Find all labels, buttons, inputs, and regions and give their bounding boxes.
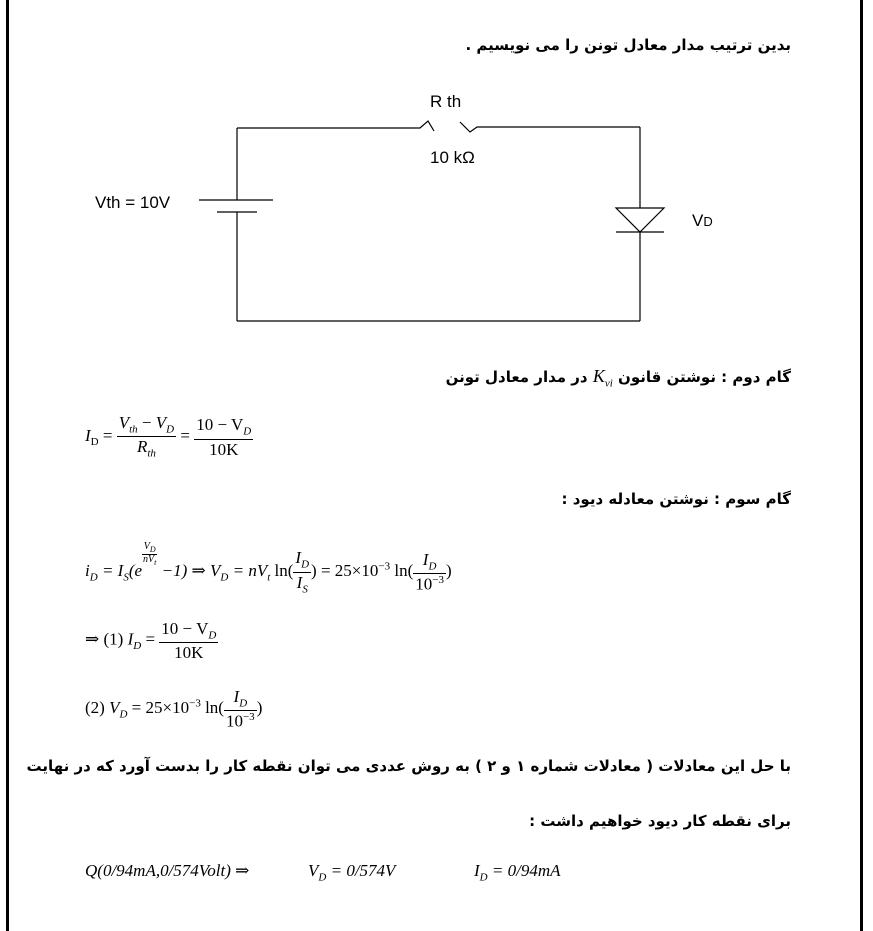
eq2-num: I — [233, 687, 240, 706]
eq2-prefix: (2) — [85, 697, 110, 717]
eq1-prefix: ⇒ (1) — [85, 629, 128, 649]
kvl-frac1-num-b: V — [155, 413, 167, 432]
kvl-frac1 — [117, 414, 176, 460]
exp-den-sub: t — [154, 558, 157, 567]
kvl-frac1-minus: − — [137, 413, 156, 432]
exp-den: nV — [143, 554, 155, 565]
intro-text: بدین ترتیب مدار معادل تونن را می نویسیم . — [465, 36, 791, 54]
vd-label — [692, 211, 713, 231]
eq1-equals: = — [141, 629, 160, 649]
kvl-frac1-num-a: V — [118, 413, 130, 432]
diode-frac2-den: 10 — [415, 575, 433, 595]
eq1-num-sub: D — [208, 629, 217, 642]
eq2-num-sub: D — [239, 697, 248, 710]
kvl-frac1-num-a-sub: th — [129, 423, 138, 436]
kvl-frac1-den-sub: th — [147, 447, 156, 460]
eq2-lhs: V — [109, 697, 120, 717]
result-vd — [308, 862, 395, 883]
diode-eq-vd-sub: D — [220, 571, 229, 584]
diode-frac2-num-sub: D — [428, 560, 437, 573]
exp-num-sub: D — [149, 545, 156, 554]
exp-num: V — [143, 541, 150, 552]
diode-eq-ln2: ln( — [390, 561, 414, 580]
eq2-ln: ln( — [200, 697, 224, 717]
diode-frac2-num: I — [422, 550, 429, 570]
diode-equation — [85, 542, 452, 595]
eq2-lhs-sub: D — [119, 708, 128, 721]
rth-value: 10 kΩ — [430, 148, 475, 167]
solve-line-2: برای نقطه کار دیود خواهیم داشت : — [529, 812, 791, 830]
kvl-symbol-main: K — [592, 366, 605, 386]
kvl-symbol — [592, 366, 613, 390]
kvl-lhs: I — [85, 425, 91, 445]
step2-heading — [446, 366, 791, 390]
result-id — [474, 862, 560, 883]
diode-eq-coeff-sup: −3 — [378, 560, 391, 573]
equation-1 — [85, 620, 218, 661]
eq1-lhs: I — [127, 629, 134, 649]
diode-frac1-num: I — [295, 548, 302, 568]
diode-eq-i: i — [85, 561, 90, 580]
step3-heading: گام سوم : نوشتن معادله دیود : — [561, 490, 791, 508]
eq1-lhs-sub: D — [133, 640, 142, 652]
diode-frac1-den-sub: S — [302, 582, 308, 595]
diode-eq-close: ) — [445, 561, 452, 580]
eq2-coeff: = 25×10 — [127, 697, 190, 717]
diode-eq-exponent — [142, 542, 157, 567]
diode-eq-ln: ln( — [270, 561, 294, 580]
result-id-sub: D — [479, 871, 488, 884]
vth-label: Vth = 10V — [95, 193, 171, 212]
step2-suffix: در مدار معادل تونن — [445, 368, 588, 386]
eq2-coeff-sup: −3 — [189, 697, 201, 710]
kvl-frac2 — [194, 416, 253, 457]
diode-eq-nvt: = nV — [228, 561, 268, 580]
kvl-frac2-den: 10K — [209, 439, 239, 459]
diode-eq-frac1 — [293, 549, 311, 595]
diode-eq-nvt-sub: t — [267, 571, 271, 584]
diode-eq-vd: −1) ⇒ V — [157, 561, 221, 580]
kvl-symbol-sub: vi — [604, 377, 613, 390]
result-vd-value: = 0/574V — [326, 861, 396, 880]
eq2-close: ) — [256, 697, 263, 717]
rth-label: R th — [430, 92, 462, 111]
result-vd-symbol: V — [308, 861, 319, 880]
kvl-equation: $I_D$ = $\frac{V_{th} - V_D}{R_{th}}$ = $\frac{10 - V_D}{10K}$ — [85, 413, 252, 460]
wire-top-left — [237, 121, 434, 131]
diode-eq-is: = I — [97, 561, 124, 580]
diode-eq-coeff: ) = 25×10 — [311, 561, 379, 580]
diode-eq-is-sub: S — [123, 571, 129, 584]
result-q-point: Q(0/94mA,0/574Volt) ⇒ — [85, 861, 250, 880]
eq1-den: 10K — [174, 643, 204, 663]
eq2-frac — [224, 688, 257, 730]
kvl-frac2-num-sub: D — [243, 425, 252, 438]
diode-frac1-num-sub: D — [301, 558, 310, 571]
diode-frac1-den: I — [296, 572, 303, 592]
eq1-num: 10 − V — [161, 619, 209, 638]
diode-eq-frac2 — [413, 551, 446, 593]
kvl-frac1-num-b-sub: D — [166, 423, 175, 436]
result-id-symbol: I — [474, 861, 480, 880]
eq2-den: 10 — [225, 712, 243, 732]
vd-label-sub: D — [703, 214, 713, 229]
step2-prefix: گام دوم : نوشتن قانون — [618, 368, 791, 386]
result-id-value: = 0/94mA — [487, 861, 561, 880]
diode-eq-exp-base: (e — [128, 561, 143, 580]
vd-label-main: V — [692, 211, 704, 230]
solve-line-1: با حل این معادلات ( معادلات شماره ۱ و ۲ ) به روش عددی می توان نقطه کار را بدست آورد که در نهایت — [26, 757, 791, 775]
eq1-frac — [159, 620, 218, 661]
diode-eq-i-sub: D — [89, 571, 98, 584]
kvl-frac1-den: R — [136, 437, 148, 457]
diode-triangle — [616, 208, 664, 232]
eq2-den-sup: −3 — [242, 711, 255, 724]
result-vd-sub: D — [318, 871, 327, 884]
diode-frac2-den-sup: −3 — [432, 574, 444, 587]
wire-top-right — [460, 122, 640, 132]
equation-2 — [85, 688, 262, 730]
kvl-lhs-sub: D — [90, 436, 99, 449]
kvl-frac2-num: 10 − V — [196, 415, 244, 435]
